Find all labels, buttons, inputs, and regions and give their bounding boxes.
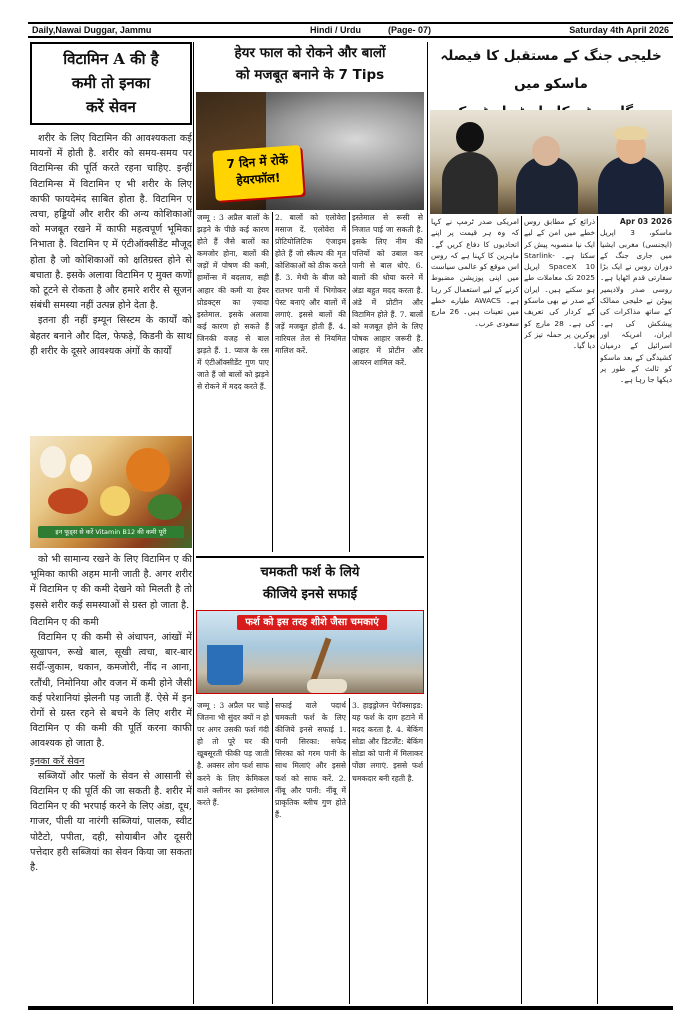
- mop-head-shape: [307, 679, 347, 693]
- vitamin-foods-image: [30, 436, 192, 548]
- orange-shape: [126, 448, 170, 492]
- salmon-shape: [48, 488, 88, 514]
- urdu-column-middle: ذرائع کے مطابق روس خطے میں امن کے لیے ایک نیا منصوبہ پیش کر سکتا ہے۔ Starlink-SpaceX 10 اپریل 2025 تک معاملات طے ہو سکتے ہیں۔ ایران کے صدر نے بھی ماسکو کے کردار کی تعریف کی ہے۔ 28 مارچ کو یوکرین پر حملہ تیز کر دیا گیا۔: [524, 217, 595, 351]
- column-rule: [272, 698, 273, 1004]
- floor-column-3: 3. हाइड्रोजन पेरॉक्साइड: यह फर्श के दाग हटाने में मदद करता है. 4. बेकिंग सोडा और डिटर्जेंट: बेकिंग सोडा को पानी में मिलाकर पोंछा लगाएं. इससे फर्श चमकदार बनी रहती है.: [352, 701, 423, 783]
- subheading: विटामिन ए की कमी: [30, 616, 99, 628]
- column-rule: [272, 212, 273, 552]
- vitamin-image-caption: इन फूड्स से करें Vitamin B12 की कमी पूरी: [38, 526, 184, 538]
- floor-cleaning-image: [196, 610, 424, 694]
- headline-line: विटामिन A की है: [63, 50, 159, 68]
- headline-line: हेयर फाल को रोकने और बालों: [234, 45, 386, 61]
- urdu-column-right: [600, 216, 672, 1002]
- floor-column-1: जम्मू : 3 अप्रैल घर चाहे जितना भी सुंदर क्यों न हो पर अगर उसकी फर्श गंदी हो तो पूरे घर की खूबसूरती फीकी पड़ जाती है. अक्सर लोग फर्श साफ करने के लिए केमिकल वाले क्लीनर का इस्तेमाल करते हैं.: [197, 701, 269, 807]
- hair-column-2: 2. बालों को एलोवेरा मसाज दें. एलोवेरा में प्रोटियोलिटिक एंजाइम होते हैं जो स्कैल्प की मृत कोशिकाओं को ठीक करते हैं. 3. मेथी के बीज को रातभर पानी में भिगोकर पेस्ट बनाएं और बालों में लगाएं. इससे बालों की जड़ें मजबूत होती हैं. 4. नारियल तेल से नियमित मालिश करें.: [275, 213, 346, 356]
- headline-line: कमी तो इनका: [71, 74, 151, 92]
- column-rule: [521, 216, 522, 1004]
- column-rule: [349, 698, 350, 1004]
- cheese-shape: [100, 486, 130, 516]
- headline-line: कीजिये इनसे सफाई: [263, 587, 357, 602]
- hair-fall-image: [196, 92, 424, 210]
- vitamin-headline: [30, 42, 192, 123]
- hair-shape: [614, 126, 648, 140]
- issue-date: Saturday 4th April 2026: [569, 25, 669, 35]
- floor-column-2: सफाई वाले पदार्थ चमकती फर्श के लिए कीजिये इनसे सफाई 1. पानी सिरका: सफेद सिरका को गरम पानी के साथ मिलाएं और इससे फर्श को साफ करें. 2. नींबू और पानी: नींबू में प्राकृतिक ब्लीच गुण होते हैं.: [275, 701, 346, 819]
- hair-column-1: जम्मू : 3 अप्रैल बालों के झड़ने के पीछे कई कारण होते हैं जैसे बालों का कमजोर होना, बालों की जड़ों में पोषण की कमी, हार्मोन्स में बदलाव, सही आहार की कमी या हेयर प्रोडक्ट्स का ज़्यादा इस्तेमाल. इसके अलावा कई कारण हो सकते हैं जिनकी वजह से बाल झड़ते हैं. 1. प्याज के रस में एंटीऑक्सीडेंट गुण पाए जाते हैं जो बालों को झड़ने से रोकने में मदद करते हैं.: [197, 213, 269, 392]
- paragraph: को भी सामान्य रखने के लिए विटामिन ए की भूमिका काफी अहम मानी जाती है. अगर शरीर में विटामिन ए की कमी देखने को मिलती है तो इससे शरीर कई समस्याओं से ग्रस्त हो जाता है.: [30, 554, 192, 611]
- person-figure: [442, 152, 498, 214]
- paragraph: विटामिन ए की कमी से अंधापन, आंखों में सूखापन, रूखे बाल, सूखी त्वचा, बार-बार सर्दी-जुकाम, थकान, कमजोरी, नींद न आना, रतौंधी, निमोनिया और वजन में कमी होने जैसी कई परेशानियां झेलनी पड़ जाती हैं. ऐसे में इन रोगों से ग्रस्त रहने से बचने के लिए शरीर में विटामिन ए की कमी की पूर्ति करना काफी आवश्यक हो जाता है.: [30, 632, 192, 750]
- column-rule: [193, 42, 194, 1004]
- headline-line: चमकती फर्श के लिये: [260, 565, 360, 580]
- face-shape: [532, 136, 560, 166]
- urdu-paragraph: ماسکو، 3 اپریل (ایجنسی) مغربی ایشیا میں جاری جنگ کے دوران روس نے ایک بڑا سفارتی قدم اٹھایا ہے۔ روسی صدر ولادیمیر پیوٹن نے خلیجی ممالک کے ساتھ مذاکرات کی پیشکش کی ہے۔ ایران، امریکہ اور اسرائیل کے درمیان کشیدگی کے بعد ماسکو کو ثالث کے طور پر دیکھا جا رہا ہے۔: [600, 228, 672, 385]
- egg-shape: [40, 446, 66, 478]
- paper-name: Daily,Nawai Duggar, Jammu: [32, 25, 152, 35]
- greens-shape: [148, 494, 182, 520]
- headline-line: को मजबूत बनाने के 7 Tips: [235, 67, 385, 83]
- vitamin-body-bottom: [30, 552, 192, 875]
- vitamin-article: [30, 42, 192, 359]
- paragraph: सब्जियों और फलों के सेवन से आसानी से विटामिन ए की पूर्ति की जा सकती है. शरीर में विटामिन ए की भरपाई करने के लिए अंडा, दूध, गाजर, पीली या नारंगी सब्जियां, पालक, स्वीट पोटैटो, पपीता, दही, सोयाबीन और दूसरी पत्तेदार हरी सब्जियां का सेवन किया जा सकता है.: [30, 770, 192, 874]
- urdu-headline: [430, 42, 672, 106]
- paragraph: इतना ही नहीं इम्यून सिस्टम के कार्यों को बेहतर बनाने और दिल, फेफड़े, किडनी के साथ ही शरीर के दूसरे आवश्यक अंगों के कार्यों: [30, 315, 192, 357]
- badge-line: हेयरफॉल!: [235, 170, 281, 188]
- urdu-dateline: 2026 Apr 03: [619, 217, 672, 226]
- masthead: [28, 22, 673, 38]
- column-rule: [349, 212, 350, 552]
- column-rule: [427, 42, 428, 1004]
- floor-headline: [196, 556, 424, 608]
- paragraph: शरीर के लिए विटामिन की आवश्यकता कई मायनों में होती है. शरीर को समय-समय पर विटामिन्स की पूर्ति करते रहना चाहिए. इन्हीं विटामिन्स में विटामिन ए भी शरीर के लिए काफी फायदेमंद साबित होता है. विटामिन ए त्वचा, हड्डियों और शरीर की अन्य कोशिकाओं को मजबूत रखने में काफी महत्वपूर्ण भूमिका निभाता है. विटामिन ए में एंटीऑक्सीडेंट मौजूद होता है जो कोशिकाओं को क्षतिग्रस्त होने से बचाता है. इसके अलावा विटामिन ए मुक्त कणों को टूटने से रोकता है और हमारे शरीर से सूजन संबंधी समस्या नहीं उत्पन्न होने देता है.: [30, 133, 192, 312]
- turban-shape: [456, 122, 484, 152]
- leaders-photo: [430, 110, 672, 214]
- person-figure: [598, 156, 664, 214]
- vitamin-body-top: [30, 123, 192, 359]
- page-footer-rule: [28, 1006, 673, 1010]
- page-number: (Page- 07): [388, 25, 432, 35]
- subheading: इनका करें सेवन: [30, 755, 85, 767]
- headline-line: करें सेवन: [86, 98, 136, 116]
- urdu-column-left: امریکی صدر ٹرمپ نے کہا کہ وہ ہر قیمت پر اپنے اتحادیوں کا دفاع کریں گے۔ ماہرین کا کہنا ہے کہ روس اس موقع کو عالمی سیاست میں اپنی پوزیشن مضبوط کرنے کے لیے استعمال کر رہا ہے۔ AWACS طیارے خطے میں تعینات ہیں۔ 26 مارچ سعودی عرب۔: [431, 217, 519, 328]
- paper-language: Hindi / Urdu: [310, 25, 361, 35]
- headline-line: خلیجی جنگ کے مستقبل کا فیصلہ ماسکو میں: [440, 48, 662, 92]
- hair-image-badge: [212, 145, 303, 201]
- column-rule: [597, 216, 598, 1004]
- hair-headline: [196, 42, 424, 88]
- egg-shape: [70, 454, 92, 482]
- hair-column-3: इस्तेमाल से रूसी से निजात पाई जा सकती है. इसके लिए नीम की पत्तियों को उबाल कर पानी से बाल धोएं. 6. बालों की धोया करने में अंडा बहुत मदद करता है. अंडे में प्रोटीन और विटामिन होते हैं. 7. बालों को मजबूत होने के लिए पोषक आहार जरूरी है. आहार में प्रोटीन और आयरन शामिल करें.: [352, 213, 423, 368]
- badge-line: 7 दिन में रोकें: [226, 152, 289, 172]
- floor-image-caption: फर्श को इस तरह शीशे जैसा चमकाएं: [237, 615, 387, 630]
- bucket-shape: [207, 645, 243, 685]
